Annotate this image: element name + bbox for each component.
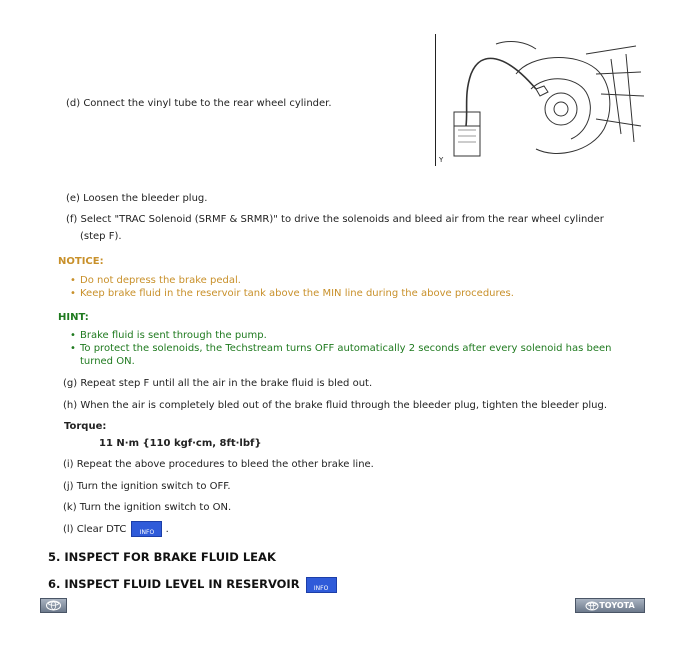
- step-k: (k) Turn the ignition switch to ON.: [63, 502, 232, 513]
- torque-label: Torque:: [64, 421, 107, 432]
- section-6-heading: [48, 576, 337, 593]
- section-6-text: 6. INSPECT FLUID LEVEL IN RESERVOIR: [48, 577, 300, 591]
- hint-item: [70, 343, 612, 354]
- toyota-button[interactable]: [575, 598, 645, 613]
- bullet-icon: •: [70, 275, 76, 286]
- notice-item-text: Do not depress the brake pedal.: [80, 275, 241, 286]
- step-g: (g) Repeat step F until all the air in the brake fluid is bled out.: [63, 378, 373, 389]
- torque-value: 11 N·m {110 kgf·cm, 8ft·lbf}: [99, 438, 262, 449]
- wheel-cylinder-figure: [435, 34, 646, 166]
- notice-heading: NOTICE:: [58, 256, 104, 267]
- hint-item-text: Brake fluid is sent through the pump.: [80, 330, 267, 341]
- hint-item-continuation: turned ON.: [80, 356, 135, 367]
- toyota-logo-icon: [41, 599, 66, 612]
- step-d: (d) Connect the vinyl tube to the rear wheel cylinder.: [66, 98, 332, 109]
- info-button[interactable]: INFO: [306, 577, 337, 593]
- figure-corner-label: Y: [439, 156, 444, 164]
- step-j: (j) Turn the ignition switch to OFF.: [63, 481, 231, 492]
- notice-item: [70, 288, 514, 299]
- bullet-icon: •: [70, 343, 76, 354]
- step-l: [63, 521, 169, 539]
- hint-heading: HINT:: [58, 312, 89, 323]
- notice-item: [70, 275, 241, 286]
- step-l-suffix: .: [165, 524, 169, 535]
- step-l-text: (l) Clear DTC: [63, 524, 127, 535]
- notice-item-text: Keep brake fluid in the reservoir tank above the MIN line during the above procedures.: [80, 288, 514, 299]
- brake-bleeding-illustration: [436, 34, 646, 166]
- toyota-logo-icon: [585, 601, 599, 611]
- info-button[interactable]: INFO: [131, 521, 162, 537]
- step-f-line2: (step F).: [80, 231, 122, 242]
- step-f-line1: (f) Select "TRAC Solenoid (SRMF & SRMR)" to drive the solenoids and bleed air from the rear wheel cylinder: [66, 214, 604, 225]
- bullet-icon: •: [70, 288, 76, 299]
- hint-item: [70, 330, 267, 341]
- step-i: (i) Repeat the above procedures to bleed the other brake line.: [63, 459, 374, 470]
- hint-item-text: To protect the solenoids, the Techstream turns OFF automatically 2 seconds after every solenoid has been: [80, 343, 612, 354]
- section-5-heading: 5. INSPECT FOR BRAKE FLUID LEAK: [48, 550, 276, 564]
- home-button[interactable]: [40, 598, 67, 613]
- bullet-icon: •: [70, 330, 76, 341]
- step-e: (e) Loosen the bleeder plug.: [66, 193, 208, 204]
- toyota-label: TOYOTA: [599, 601, 635, 610]
- step-h: (h) When the air is completely bled out of the brake fluid through the bleeder plug, tighten the bleeder plug.: [63, 400, 608, 411]
